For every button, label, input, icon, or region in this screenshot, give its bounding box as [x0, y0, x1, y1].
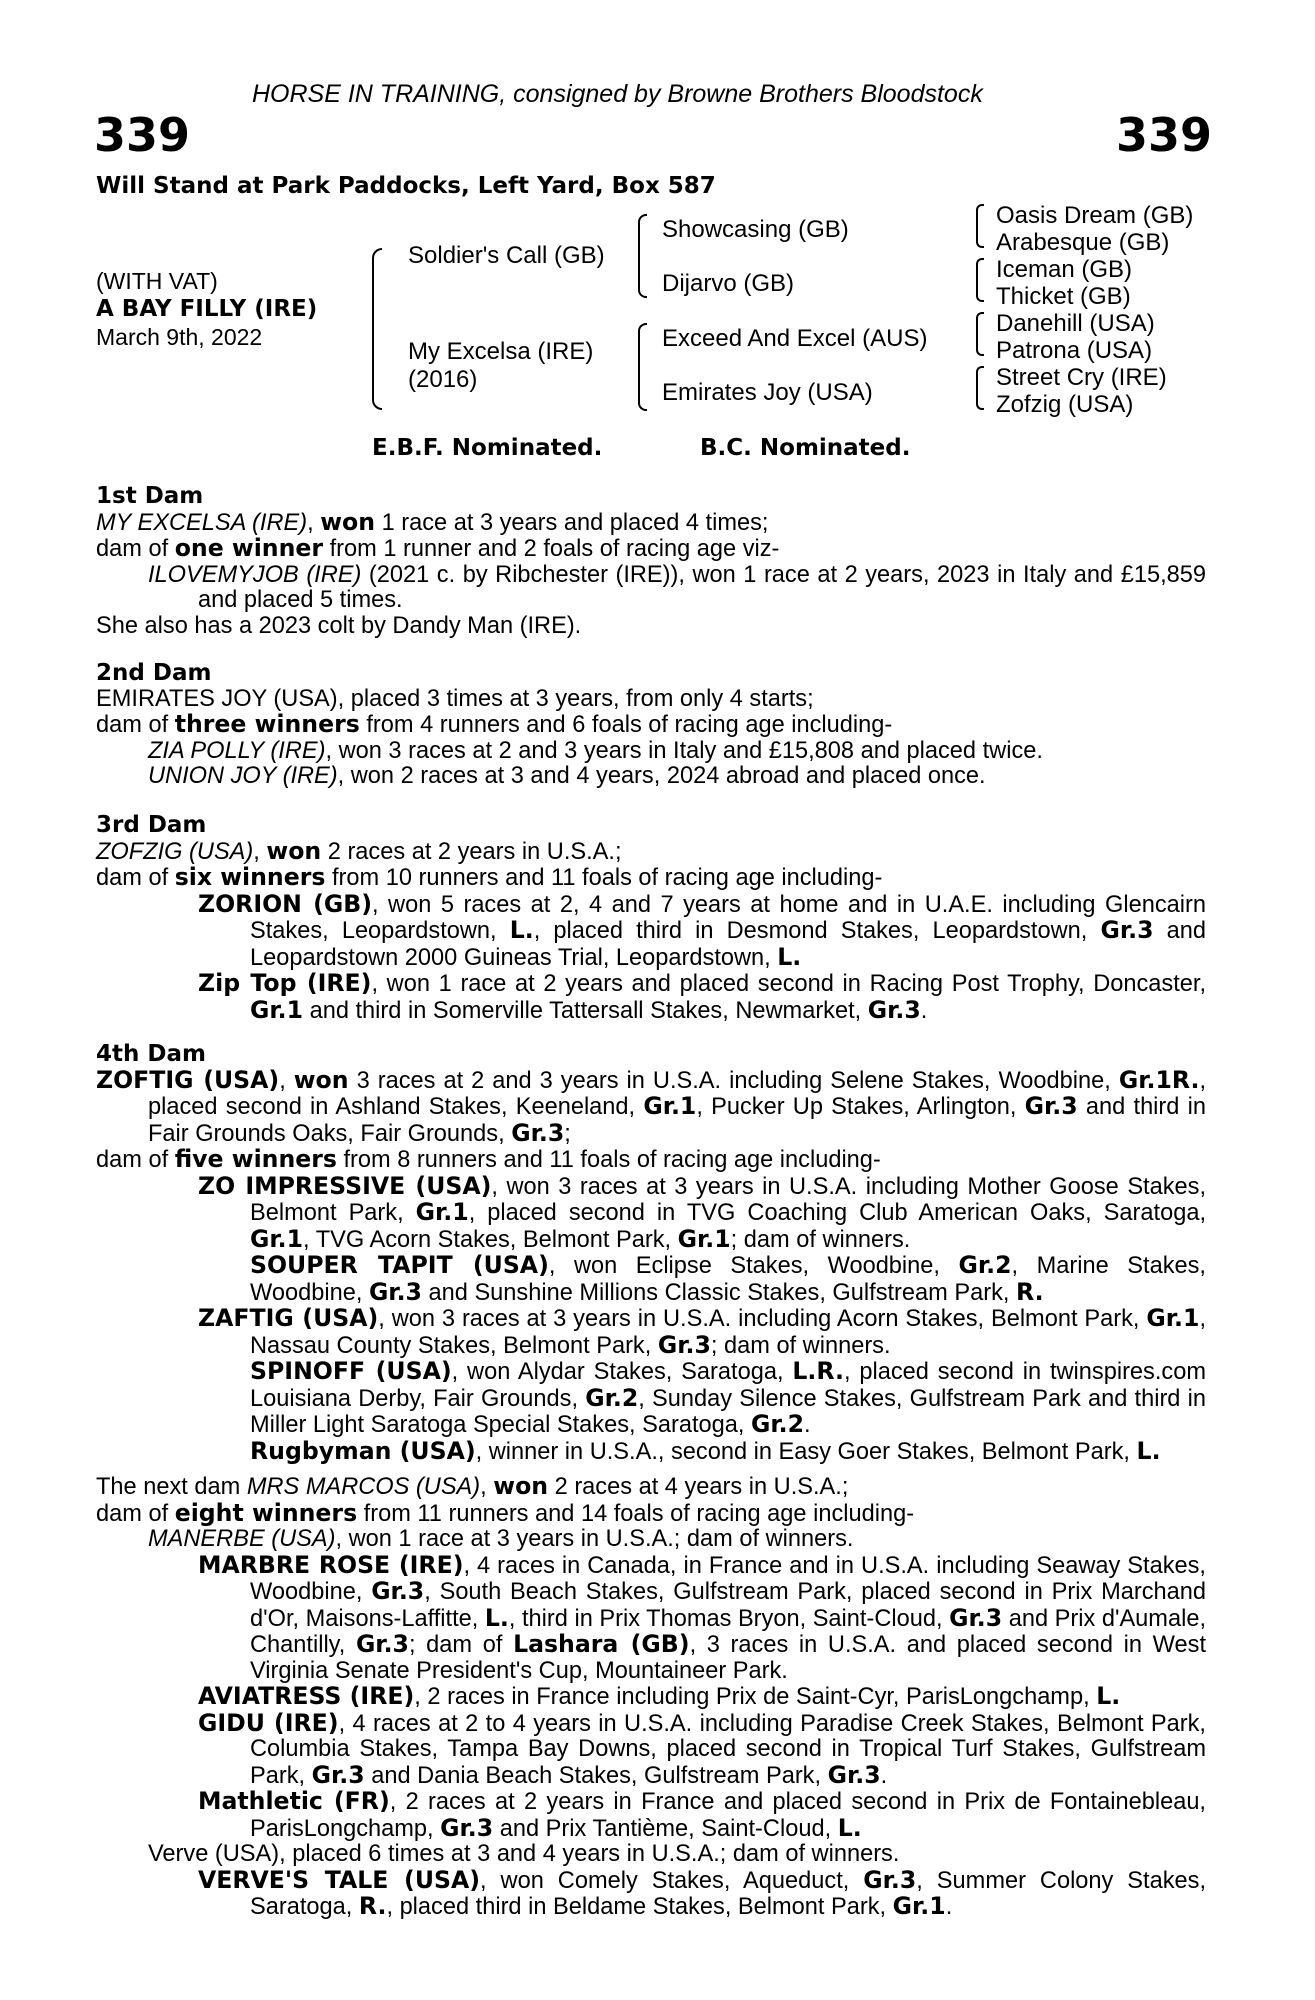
race-grade: Gr.1 [677, 1224, 731, 1253]
race-grade: Gr.1 [415, 1198, 469, 1226]
next-dam-grandfoal [96, 1550, 1207, 1685]
ped-ddd: Zofzig (USA) [996, 391, 1134, 418]
foal-name: ZAFTIG (USA) [198, 1304, 379, 1332]
foal-name: ZO IMPRESSIVE (USA) [198, 1171, 492, 1200]
ped-dam: My Excelsa (IRE) [408, 338, 594, 365]
text: 2 races at 2 years in U.S.A.; [321, 838, 622, 865]
second-dam-section [96, 661, 1206, 790]
text: The next dam [96, 1474, 247, 1500]
ped-dam-sire: Exceed And Excel (AUS) [662, 325, 928, 352]
race-grade: Gr.3 [371, 1577, 425, 1605]
text: and third in Fair Grounds Oaks, Fair Grounds, [148, 1094, 1206, 1147]
race-grade: L. [1136, 1436, 1161, 1465]
ped-sss: Oasis Dream (GB) [996, 202, 1194, 229]
first-dam-section [96, 484, 1206, 639]
text: ; dam of winners. [710, 1332, 891, 1359]
winners-count: five winners [174, 1145, 337, 1173]
next-dam-foal: Verve (USA), placed 6 times at 3 and 4 years in U.S.A.; dam of winners. [148, 1841, 900, 1867]
text: , placed third in Desmond Stakes, Leopardstown, [533, 918, 1101, 944]
ped-sdd: Thicket (GB) [996, 283, 1131, 310]
text: , won 1 race at 2 years and placed second in Racing Post Trophy, Doncaster, [371, 971, 1207, 997]
ped-dds: Street Cry (IRE) [996, 364, 1167, 391]
race-grade: L. [509, 916, 534, 944]
first-dam-record: MY EXCELSA (IRE), won 1 race at 3 years and placed 4 times; [96, 507, 769, 536]
text: from 1 runner and 2 foals of racing age viz- [323, 536, 780, 562]
race-grade: Gr.2 [751, 1410, 805, 1438]
winners-count: six winners [174, 863, 326, 891]
fourth-dam-grandfoal [96, 1253, 1206, 1306]
text: , placed second in TVG Coaching Club American Oaks, Saratoga, [468, 1200, 1206, 1226]
ped-dam-year: (2016) [408, 366, 478, 393]
race-grade: Gr.1 [250, 1224, 304, 1253]
text: dam of [96, 712, 175, 738]
text: , won 3 races at 2 and 3 years in Italy and £15,808 and placed twice. [325, 737, 1043, 764]
third-dam-produce [96, 865, 1206, 892]
dam-name: MRS MARCOS (USA) [246, 1474, 481, 1500]
foal-name: MANERBE (USA) [148, 1526, 336, 1552]
text: ; dam of [408, 1632, 514, 1658]
lot-number-right: 339 [1116, 108, 1213, 162]
race-grade: Gr.3 [1100, 916, 1154, 944]
text: and third in Somerville Tattersall Stakes, Newmarket, [303, 997, 868, 1024]
ped-sire-dam: Dijarvo (GB) [662, 270, 795, 297]
brace-sire [638, 214, 647, 298]
race-grade: R. [1015, 1277, 1044, 1306]
fourth-dam-foal [96, 1306, 1206, 1359]
text: , won 5 races at 2, 4 and 7 years at home and in U.A.E. including Glencairn Stakes, Leopardstown, [250, 891, 1207, 944]
next-dam-grandfoal [96, 1865, 1206, 1921]
text: , won 2 races at 3 and 4 years, 2024 abroad and placed once. [337, 763, 986, 789]
race-grade: Gr.1R. [1118, 1065, 1200, 1094]
text: , Pucker Up Stakes, Arlington, [696, 1094, 1025, 1120]
second-dam-heading: 2nd Dam [96, 660, 212, 686]
text: , won Eclipse Stakes, Woodbine, [548, 1253, 959, 1279]
text: , third in Prix Thomas Bryon, Saint-Cloud, [508, 1605, 950, 1632]
fourth-dam-produce [96, 1147, 1206, 1174]
vat-note: (WITH VAT) [96, 268, 218, 294]
race-grade: L. [777, 942, 802, 971]
text: , won 1 race at 3 years in U.S.A.; dam of winners. [335, 1526, 854, 1552]
third-dam-section [96, 813, 1206, 1024]
race-grade: Gr.3 [355, 1630, 409, 1658]
race-grade: Gr.1 [250, 995, 304, 1024]
ped-sire-sire: Showcasing (GB) [662, 216, 849, 243]
brace-dd [976, 366, 984, 410]
text: ; dam of winners. [730, 1226, 911, 1253]
horse-dob: March 9th, 2022 [96, 324, 263, 350]
foal-name: SOUPER TAPIT (USA) [250, 1251, 549, 1279]
foal-name: AVIATRESS (IRE) [198, 1682, 415, 1710]
race-grade: Gr.1 [892, 1892, 946, 1920]
ped-sds: Iceman (GB) [996, 256, 1133, 283]
foal-name: GIDU (IRE) [198, 1708, 339, 1737]
winners-count: one winner [174, 534, 324, 562]
text: dam of [96, 1147, 175, 1173]
brace-dam [638, 323, 647, 411]
text: and Dania Beach Stakes, Gulfstream Park, [364, 1762, 828, 1789]
race-grade: Gr.1 [643, 1092, 697, 1120]
fourth-dam-heading: 4th Dam [96, 1041, 206, 1067]
text: , placed second in Ashland Stakes, Keeneland, [148, 1067, 1206, 1120]
fourth-dam-grandfoal [96, 1359, 1206, 1439]
brace-sd [976, 258, 984, 302]
won-label: won [493, 1472, 549, 1500]
text: , Nassau County Stakes, Belmont Park, [250, 1306, 1206, 1359]
foal-name: SPINOFF (USA) [250, 1357, 452, 1385]
foal-name: ZIA POLLY (IRE) [148, 737, 326, 764]
text: 3 races at 2 and 3 years in U.S.A. including Selene Stakes, Woodbine, [348, 1067, 1119, 1094]
text: , won 3 races at 3 years in U.S.A. including Acorn Stakes, Belmont Park, [378, 1306, 1147, 1332]
race-grade: Gr.3 [863, 1865, 917, 1894]
fourth-dam-grandfoal [96, 1436, 1206, 1466]
text: from 4 runners and 6 foals of racing age including- [359, 712, 893, 738]
text: , 4 races at 2 to 4 years in U.S.A. including Paradise Creek Stakes, Belmont Park, Columbia Stakes, Tampa Bay Downs, placed second in Tropical Turf Stakes, Gulfstream Park, [250, 1710, 1206, 1789]
race-grade: Gr.3 [1024, 1092, 1078, 1120]
text: , placed third in Beldame Stakes, Belmont Park, [386, 1894, 893, 1920]
race-grade: Gr.3 [949, 1603, 1003, 1632]
first-dam-heading: 1st Dam [96, 483, 204, 509]
lot-number-left: 339 [94, 108, 191, 162]
text: from 10 runners and 11 foals of racing age including- [325, 865, 883, 891]
dam-name: MY EXCELSA (IRE) [96, 509, 308, 536]
foal-name: Mathletic (FR) [198, 1787, 390, 1815]
next-dam-grandfoal [96, 1789, 1206, 1842]
ped-dam-dam: Emirates Joy (USA) [662, 379, 873, 406]
text: , won Alydar Stakes, Saratoga, [451, 1359, 793, 1385]
first-dam-produce [96, 536, 1206, 563]
race-grade: Gr.3 [827, 1760, 881, 1789]
race-grade: Gr.3 [440, 1813, 494, 1842]
race-grade: Gr.3 [867, 995, 921, 1024]
race-grade: L. [484, 1603, 509, 1632]
race-grade: L. [1096, 1682, 1121, 1710]
text: and Leopardstown 2000 Guineas Trial, Leopardstown, [250, 918, 1206, 971]
third-dam-heading: 3rd Dam [96, 812, 207, 838]
next-dam-section [96, 1474, 1206, 1921]
text: and Prix Tantième, Saint-Cloud, [493, 1815, 838, 1842]
foal-name: ZORION (GB) [198, 889, 372, 918]
text: . [804, 1412, 811, 1438]
text: , 4 races in Canada, in France and in U.S.A. including Seaway Stakes, Woodbine, [250, 1552, 1206, 1605]
text: and Sunshine Millions Classic Stakes, Gulfstream Park, [421, 1279, 1016, 1306]
text: from 8 runners and 11 foals of racing age including- [336, 1147, 881, 1173]
race-grade: Gr.1 [1146, 1304, 1200, 1332]
text: dam of [96, 1500, 175, 1527]
foal-name: VERVE'S TALE (USA) [198, 1865, 481, 1894]
next-dam-foal [96, 1527, 1206, 1553]
text: , 2 races at 2 years in France and placed second in Prix de Fontainebleau, ParisLongchamp, [250, 1789, 1206, 1842]
second-dam-foal [96, 739, 1206, 765]
winners-count: eight winners [174, 1498, 358, 1527]
race-grade: Gr.2 [958, 1251, 1012, 1279]
text: , placed second in twinspires.com Louisiana Derby, Fair Grounds, [250, 1359, 1206, 1412]
third-dam-foal [96, 971, 1206, 1024]
ped-sire: Soldier's Call (GB) [408, 242, 605, 269]
text: from 11 runners and 14 foals of racing age including- [357, 1500, 915, 1527]
text: , won Comely Stakes, Aqueduct, [480, 1867, 864, 1894]
foal-name: Rugbyman (USA) [250, 1436, 476, 1465]
foal-name: Lashara (GB) [513, 1630, 690, 1658]
text: dam of [96, 865, 175, 891]
horse-name: A BAY FILLY (IRE) [96, 296, 318, 322]
text: , TVG Acorn Stakes, Belmont Park, [303, 1226, 678, 1253]
text: 2 races at 4 years in U.S.A.; [548, 1474, 849, 1500]
won-label: won [266, 836, 322, 865]
text: , Marine Stakes, Woodbine, [250, 1253, 1206, 1306]
race-grade: Gr.3 [368, 1277, 422, 1306]
next-dam-produce [96, 1498, 1206, 1528]
text: , 3 races in U.S.A. and placed second in West Virginia Senate President's Cup, Mountaineer Park. [250, 1632, 1206, 1684]
brace-ss [976, 204, 984, 248]
race-grade: R. [358, 1892, 387, 1920]
won-label: won [320, 507, 376, 536]
race-grade: Gr.3 [657, 1330, 711, 1359]
first-dam-foal [96, 563, 1206, 614]
text: (2021 c. by Ribchester (IRE)), won 1 race at 2 years, 2023 in Italy and £15,859 and placed 5 times. [198, 561, 1206, 613]
text: dam of [96, 536, 175, 562]
fourth-dam-section [96, 1042, 1206, 1465]
next-dam-grandfoal [96, 1684, 1206, 1711]
winners-count: three winners [174, 710, 360, 738]
dam-name: ZOFTIG (USA) [96, 1065, 280, 1094]
text: and Prix d'Aumale, Chantilly, [250, 1605, 1207, 1658]
text: , winner in U.S.A., second in Easy Goer Stakes, Belmont Park, [475, 1438, 1137, 1465]
text: . [880, 1762, 888, 1789]
race-grade: Gr.3 [511, 1118, 565, 1147]
foal-name: ILOVEMYJOB (IRE) [148, 561, 362, 588]
brace-gen1 [372, 248, 382, 410]
foal-name: Zip Top (IRE) [198, 969, 372, 997]
next-dam-record [96, 1474, 1206, 1501]
first-dam-note: She also has a 2023 colt by Dandy Man (IRE). [96, 612, 582, 639]
ped-dss: Danehill (USA) [996, 310, 1155, 337]
race-grade: L. [837, 1813, 862, 1842]
third-dam-record: ZOFZIG (USA), won 2 races at 2 years in U.S.A.; [96, 836, 622, 865]
fourth-dam-record: ZOFTIG (USA), won 3 races at 2 and 3 years in U.S.A. including Selene Stakes, Woodbine, Gr.1R., placed second in Ashland Stakes, Keeneland, Gr.1, Pucker Up Stakes, Arlington, Gr.3 and third in Fair Grounds Oaks, Fair Grounds, Gr.3; [96, 1065, 1206, 1147]
bc-nominated: B.C. Nominated. [700, 435, 911, 461]
ebf-nominated: E.B.F. Nominated. [372, 435, 603, 461]
race-grade: Gr.3 [311, 1760, 365, 1789]
text: , [480, 1474, 494, 1500]
foal-name: MARBRE ROSE (IRE) [198, 1550, 464, 1579]
dam-name: ZOFZIG (USA) [96, 838, 254, 865]
brace-ds [976, 312, 984, 356]
page-header-title: HORSE IN TRAINING, consigned by Browne Brothers Bloodstock [252, 80, 983, 108]
stable-location: Will Stand at Park Paddocks, Left Yard, Box 587 [96, 173, 716, 199]
text: , South Beach Stakes, Gulfstream Park, placed second in Prix Marchand d'Or, Maisons-Laffitte, [250, 1579, 1206, 1632]
text: . [920, 997, 928, 1024]
second-dam-produce [96, 712, 1206, 739]
third-dam-foal [96, 889, 1207, 972]
text: , Sunday Silence Stakes, Gulfstream Park and third in Miller Light Saratoga Special Stakes, Saratoga, [250, 1385, 1206, 1438]
text: , Summer Colony Stakes, Saratoga, [250, 1867, 1206, 1920]
text: , 2 races in France including Prix de Saint-Cyr, ParisLongchamp, [414, 1684, 1097, 1710]
ped-dsd: Patrona (USA) [996, 337, 1153, 364]
race-grade: L.R. [792, 1357, 844, 1385]
fourth-dam-foal [96, 1171, 1207, 1254]
text: ; [564, 1120, 571, 1147]
won-label: won [293, 1065, 349, 1094]
second-dam-foal [96, 764, 1206, 790]
next-dam-grandfoal [96, 1708, 1206, 1790]
record-text: 1 race at 3 years and placed 4 times; [375, 509, 769, 536]
text: . [945, 1894, 953, 1920]
second-dam-record: EMIRATES JOY (USA), placed 3 times at 3 years, from only 4 starts; [96, 685, 814, 712]
ped-ssd: Arabesque (GB) [996, 229, 1170, 256]
foal-name: UNION JOY (IRE) [148, 763, 338, 789]
text: , won 3 races at 3 years in U.S.A. including Mother Goose Stakes, Belmont Park, [250, 1173, 1207, 1226]
race-grade: Gr.2 [585, 1383, 639, 1412]
